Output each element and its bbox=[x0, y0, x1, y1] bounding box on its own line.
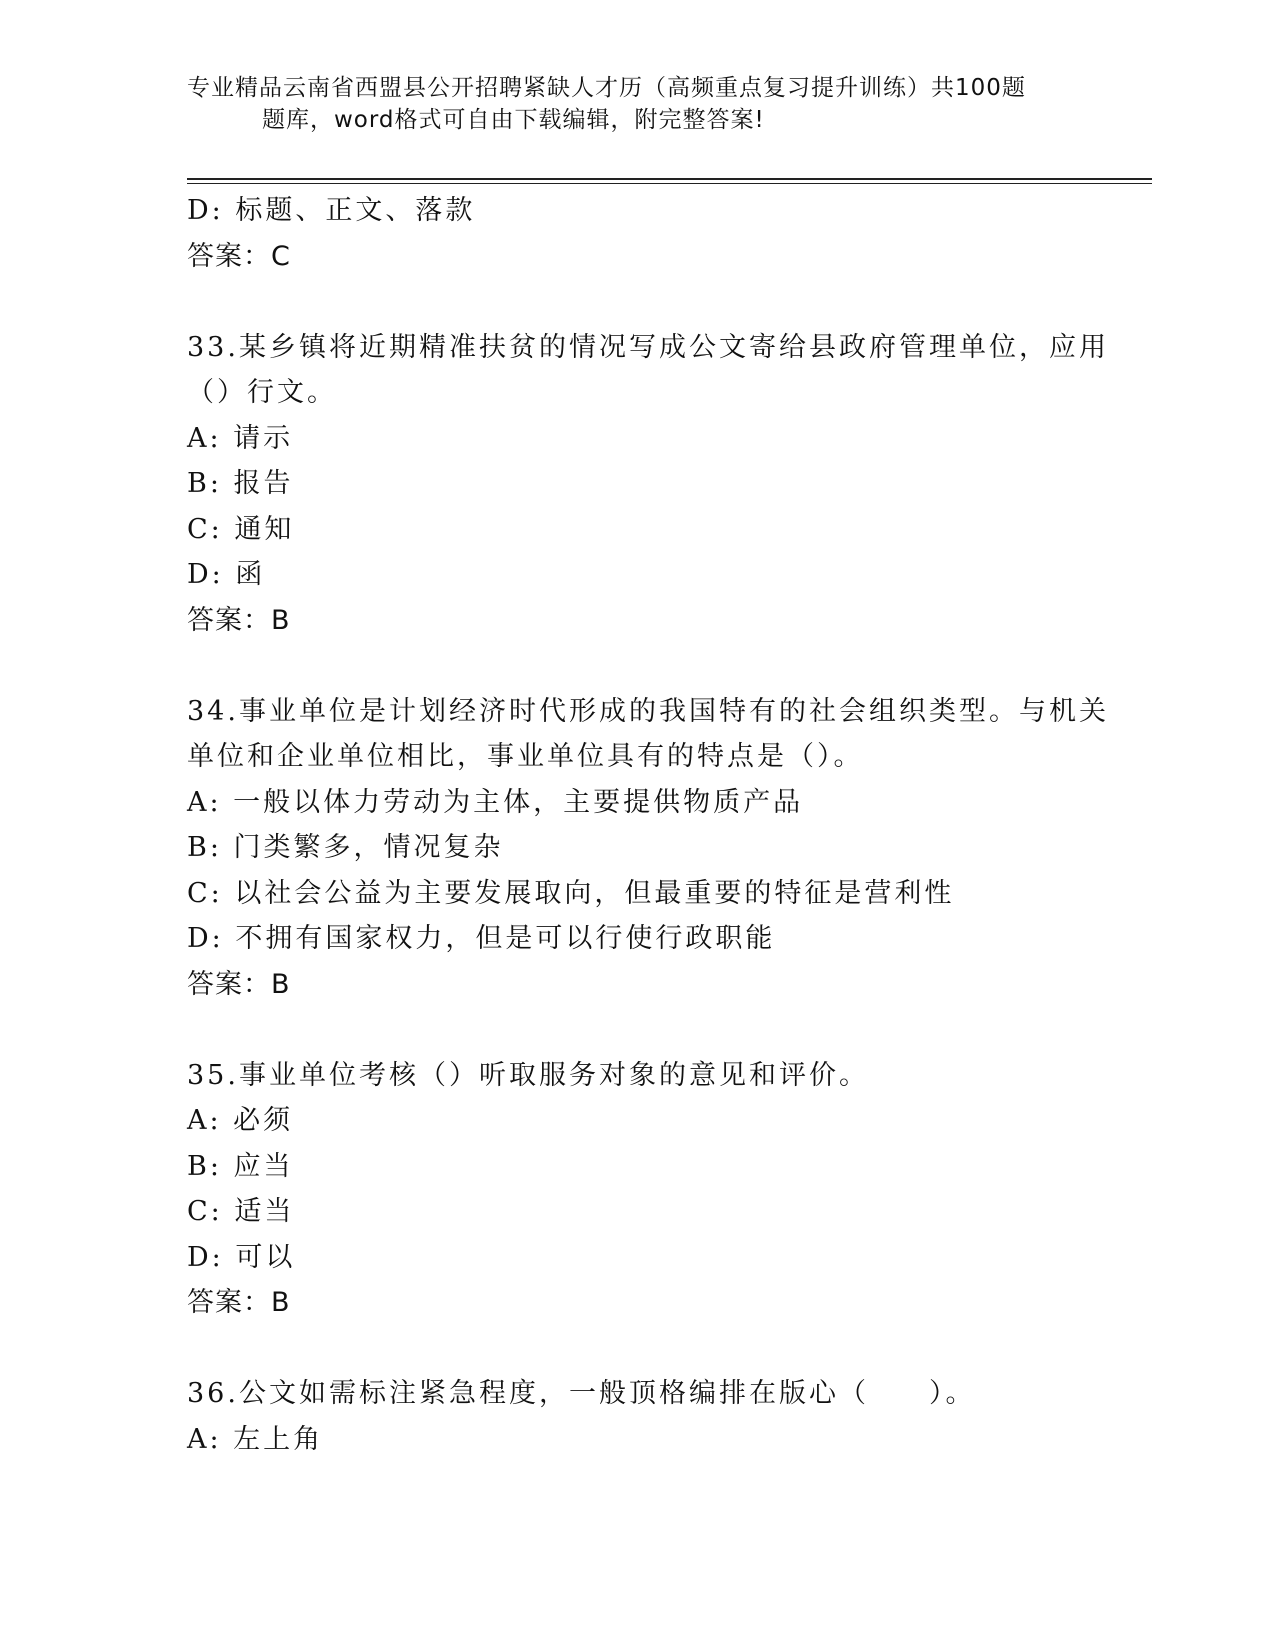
q34-answer: 答案：B bbox=[187, 968, 291, 1000]
header-title-line-2: 题库，word格式可自由下载编辑，附完整答案! bbox=[262, 107, 765, 133]
q35-stem: 35.事业单位考核（）听取服务对象的意见和评价。 bbox=[187, 1059, 869, 1091]
q33-stem-line-1: 33.某乡镇将近期精准扶贫的情况写成公文寄给县政府管理单位，应用 bbox=[187, 331, 1109, 363]
header-divider-thin bbox=[187, 183, 1152, 184]
spacer bbox=[187, 1326, 1087, 1372]
q35-option-b: B: 应当 bbox=[187, 1150, 294, 1182]
q35-option-d: D: 可以 bbox=[187, 1241, 296, 1273]
q35-option-a: A: 必须 bbox=[187, 1105, 294, 1136]
spacer bbox=[187, 643, 1087, 689]
spacer bbox=[187, 1007, 1087, 1053]
header-title-line-1: 专业精品云南省西盟县公开招聘紧缺人才历（高频重点复习提升训练）共100题 bbox=[187, 75, 1026, 101]
q33-option-c: C: 通知 bbox=[187, 513, 295, 545]
q34-stem-line-2: 单位和企业单位相比，事业单位具有的特点是（）。 bbox=[187, 741, 864, 772]
header-divider-thick bbox=[187, 178, 1152, 180]
q35-answer: 答案：B bbox=[187, 1287, 291, 1318]
spacer bbox=[187, 279, 1087, 325]
q33-stem-line-2: （）行文。 bbox=[187, 377, 337, 408]
q34-option-a: A: 一般以体力劳动为主体，主要提供物质产品 bbox=[187, 786, 804, 818]
q34-option-c: C: 以社会公益为主要发展取向，但最重要的特征是营利性 bbox=[187, 877, 955, 909]
prev-question-answer: 答案：C bbox=[187, 240, 291, 272]
q36-stem: 36.公文如需标注紧急程度，一般顶格编排在版心（ ）。 bbox=[187, 1378, 976, 1409]
q33-option-a: A: 请示 bbox=[187, 422, 294, 454]
q34-stem-line-1: 34.事业单位是计划经济时代形成的我国特有的社会组织类型。与机关 bbox=[187, 695, 1109, 727]
q33-option-b: B: 报告 bbox=[187, 468, 294, 499]
prev-question-option-d: D: 标题、正文、落款 bbox=[187, 195, 476, 226]
q36-option-a: A: 左上角 bbox=[187, 1423, 324, 1455]
document-header bbox=[187, 72, 1067, 136]
q34-option-d: D: 不拥有国家权力，但是可以行使行政职能 bbox=[187, 923, 776, 954]
q34-option-b: B: 门类繁多，情况复杂 bbox=[187, 832, 504, 863]
q35-option-c: C: 适当 bbox=[187, 1196, 295, 1227]
q33-option-d: D: 函 bbox=[187, 559, 266, 590]
q33-answer: 答案：B bbox=[187, 604, 291, 636]
question-list bbox=[187, 188, 1109, 1462]
